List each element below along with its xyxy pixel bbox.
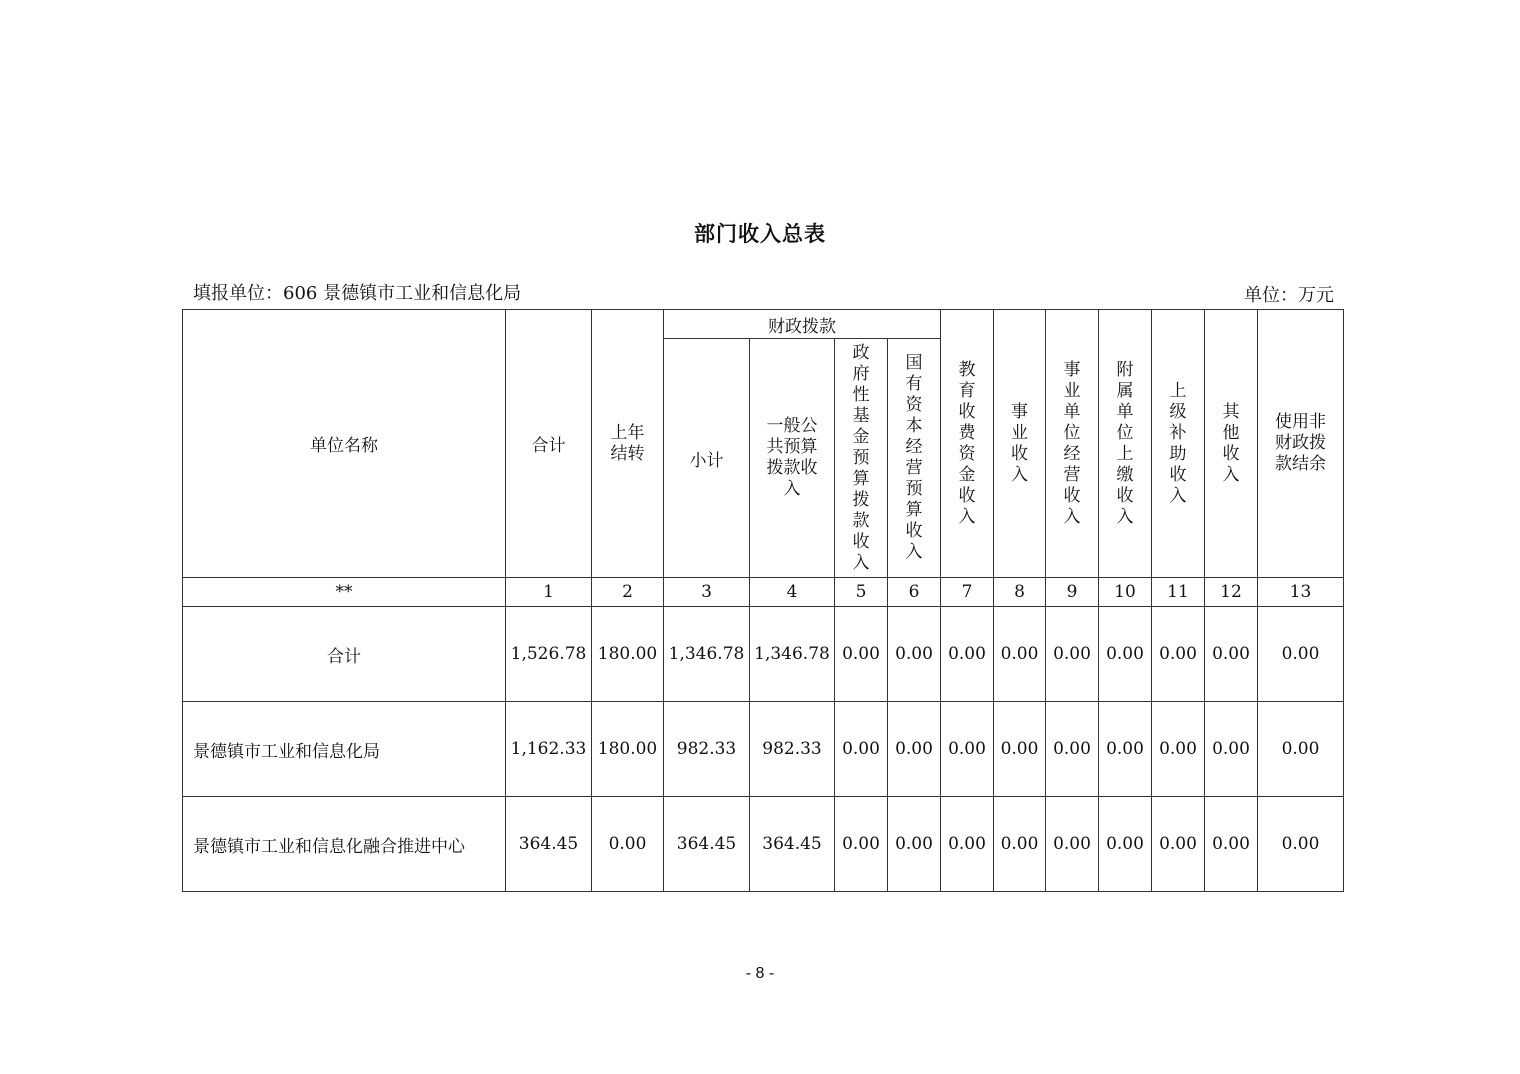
cell-subtotal: 364.45 xyxy=(664,797,750,892)
header-carryover: 上年结转 xyxy=(592,310,664,578)
header-affiliate: 附属单位上缴收入 xyxy=(1099,310,1152,578)
page-title: 部门收入总表 xyxy=(694,221,826,246)
cell-superior-subsidy: 0.00 xyxy=(1152,607,1205,702)
cell-general-budget: 982.33 xyxy=(750,702,835,797)
cell-education-fee: 0.00 xyxy=(941,702,994,797)
index-cell: 10 xyxy=(1099,578,1152,607)
cell-total: 364.45 xyxy=(506,797,592,892)
table-row-total xyxy=(183,607,1344,702)
header-superior-subsidy: 上级补助收入 xyxy=(1152,310,1205,578)
cell-non-fiscal-balance: 0.00 xyxy=(1258,702,1344,797)
cell-state-capital: 0.00 xyxy=(888,607,941,702)
row-name: 景德镇市工业和信息化融合推进中心 xyxy=(183,797,506,892)
index-cell: 11 xyxy=(1152,578,1205,607)
page-number: - 8 - xyxy=(745,965,775,982)
cell-gov-fund: 0.00 xyxy=(835,702,888,797)
cell-affiliate: 0.00 xyxy=(1099,797,1152,892)
cell-carryover: 180.00 xyxy=(592,607,664,702)
cell-education-fee: 0.00 xyxy=(941,607,994,702)
index-cell: 3 xyxy=(664,578,750,607)
index-cell: 6 xyxy=(888,578,941,607)
cell-business-operation: 0.00 xyxy=(1046,702,1099,797)
cell-superior-subsidy: 0.00 xyxy=(1152,702,1205,797)
cell-other-income: 0.00 xyxy=(1205,607,1258,702)
header-education-fee: 教育收费资金收入 xyxy=(941,310,994,578)
cell-total: 1,162.33 xyxy=(506,702,592,797)
index-cell: 5 xyxy=(835,578,888,607)
cell-superior-subsidy: 0.00 xyxy=(1152,797,1205,892)
cell-non-fiscal-balance: 0.00 xyxy=(1258,797,1344,892)
index-cell: 13 xyxy=(1258,578,1344,607)
cell-other-income: 0.00 xyxy=(1205,702,1258,797)
cell-general-budget: 1,346.78 xyxy=(750,607,835,702)
cell-gov-fund: 0.00 xyxy=(835,797,888,892)
index-cell: 4 xyxy=(750,578,835,607)
header-subtotal: 小计 xyxy=(664,339,750,578)
index-cell: 9 xyxy=(1046,578,1099,607)
header-gov-fund: 政府性基金预算拨款收入 xyxy=(835,339,888,578)
index-row xyxy=(183,578,1344,607)
table-row xyxy=(183,797,1344,892)
header-general-budget: 一般公共预算拨款收入 xyxy=(750,339,835,578)
cell-business-income: 0.00 xyxy=(994,702,1046,797)
cell-business-operation: 0.00 xyxy=(1046,607,1099,702)
header-non-fiscal-balance: 使用非财政拨款结余 xyxy=(1258,310,1344,578)
cell-affiliate: 0.00 xyxy=(1099,607,1152,702)
cell-state-capital: 0.00 xyxy=(888,702,941,797)
cell-other-income: 0.00 xyxy=(1205,797,1258,892)
index-cell: 12 xyxy=(1205,578,1258,607)
cell-subtotal: 1,346.78 xyxy=(664,607,750,702)
cell-business-income: 0.00 xyxy=(994,607,1046,702)
index-cell: ** xyxy=(183,578,506,607)
index-cell: 7 xyxy=(941,578,994,607)
cell-gov-fund: 0.00 xyxy=(835,607,888,702)
cell-general-budget: 364.45 xyxy=(750,797,835,892)
index-cell: 2 xyxy=(592,578,664,607)
header-other-income: 其他收入 xyxy=(1205,310,1258,578)
header-unit-name: 单位名称 xyxy=(183,310,506,578)
index-cell: 8 xyxy=(994,578,1046,607)
header-total: 合计 xyxy=(506,310,592,578)
filing-unit: 填报单位：606 景德镇市工业和信息化局 xyxy=(193,283,522,304)
income-summary-table xyxy=(182,309,1344,892)
table-row xyxy=(183,702,1344,797)
cell-total: 1,526.78 xyxy=(506,607,592,702)
cell-education-fee: 0.00 xyxy=(941,797,994,892)
cell-business-income: 0.00 xyxy=(994,797,1046,892)
header-business-income: 事业收入 xyxy=(994,310,1046,578)
cell-carryover: 0.00 xyxy=(592,797,664,892)
header-fiscal-group: 财政拨款 xyxy=(664,310,941,339)
cell-state-capital: 0.00 xyxy=(888,797,941,892)
cell-affiliate: 0.00 xyxy=(1099,702,1152,797)
cell-carryover: 180.00 xyxy=(592,702,664,797)
header-business-operation: 事业单位经营收入 xyxy=(1046,310,1099,578)
index-cell: 1 xyxy=(506,578,592,607)
cell-business-operation: 0.00 xyxy=(1046,797,1099,892)
header-state-capital: 国有资本经营预算收入 xyxy=(888,339,941,578)
row-name: 合计 xyxy=(183,607,506,702)
cell-subtotal: 982.33 xyxy=(664,702,750,797)
cell-non-fiscal-balance: 0.00 xyxy=(1258,607,1344,702)
currency-unit: 单位：万元 xyxy=(1244,285,1334,306)
row-name: 景德镇市工业和信息化局 xyxy=(183,702,506,797)
